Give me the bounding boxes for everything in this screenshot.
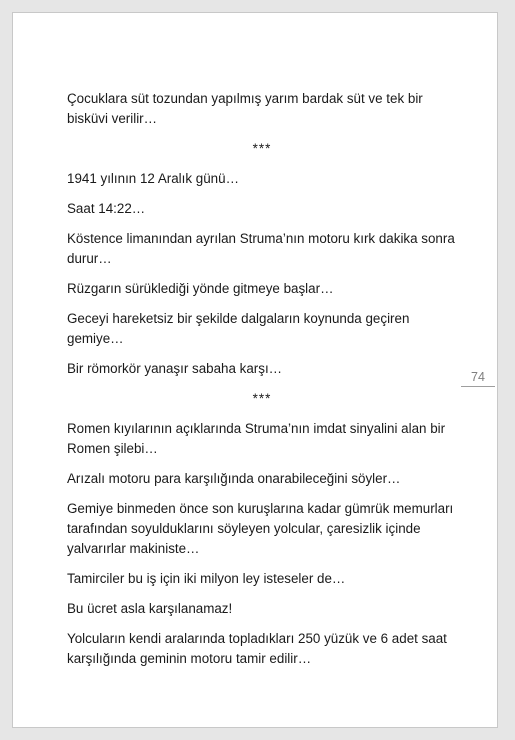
paragraph: Bir römorkör yanaşır sabaha karşı… <box>67 361 283 376</box>
paragraph: Gemiye binmeden önce son kuruşlarına kadar gümrük memurları tarafından soyulduklarını söyleyen yolcular, çaresizlik içinde yalvarırlar makiniste… <box>67 501 454 556</box>
page-number: 74 <box>461 370 495 387</box>
section-separator: *** <box>252 141 272 156</box>
section-separator: *** <box>252 391 272 406</box>
paragraph: Rüzgarın sürüklediği yönde gitmeye başlar… <box>67 281 334 296</box>
paragraph: Tamirciler bu iş için iki milyon ley isteseler de… <box>67 571 346 586</box>
paragraph: Yolcuların kendi aralarında topladıkları 250 yüzük ve 6 adet saat karşılığında geminin motoru tamir edilir… <box>67 631 447 666</box>
paragraph: Romen kıyılarının açıklarında Struma’nın imdat sinyalini alan bir Romen şilebi… <box>67 421 446 456</box>
paragraph: Saat 14:22… <box>67 201 146 216</box>
document-page <box>12 12 498 728</box>
paragraph: Köstence limanından ayrılan Struma’nın motoru kırk dakika sonra durur… <box>67 231 455 266</box>
paragraph: 1941 yılının 12 Aralık günü… <box>67 171 239 186</box>
paragraph: Geceyi hareketsiz bir şekilde dalgaların koynunda geçiren gemiye… <box>67 311 410 346</box>
paragraph: Arızalı motoru para karşılığında onarabileceğini söyler… <box>67 471 401 486</box>
page-body <box>67 89 457 679</box>
paragraph: Çocuklara süt tozundan yapılmış yarım bardak süt ve tek bir bisküvi verilir… <box>67 91 423 126</box>
paragraph: Bu ücret asla karşılanamaz! <box>67 601 233 616</box>
